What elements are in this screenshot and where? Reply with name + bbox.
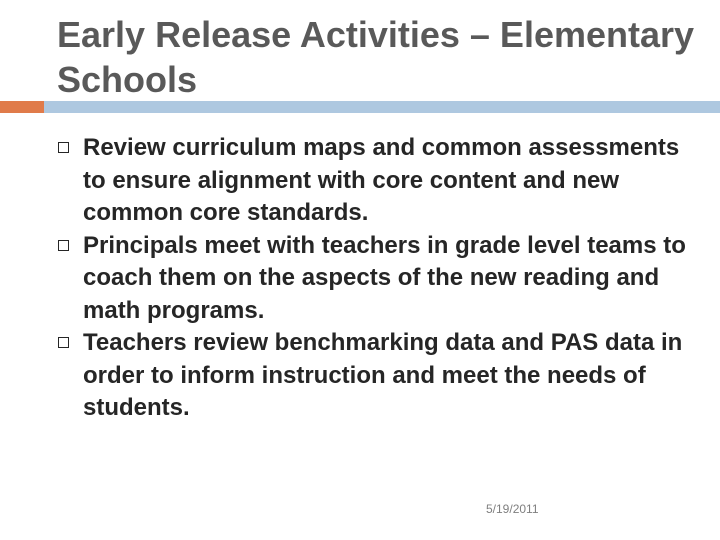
bullet-text: Principals meet with teachers in grade level teams to coach them on the aspects of the new reading and math programs. <box>83 231 686 324</box>
bullet-text: Teachers review benchmarking data and PAS data in order to inform instruction and meet the needs of students. <box>83 329 683 421</box>
bullet-list <box>58 132 698 425</box>
bullet-text: Review curriculum maps and common assessments to ensure alignment with core content and new common core standards. <box>83 134 680 226</box>
hollow-square-bullet-icon <box>58 337 69 348</box>
title-accent-bar-blue <box>44 101 720 113</box>
slide-title: Early Release Activities – Elementary Schools <box>57 14 695 100</box>
bullet-item <box>58 230 698 328</box>
title-accent-bar-orange <box>0 101 44 113</box>
bullet-item <box>58 327 698 425</box>
bullet-item <box>58 132 698 230</box>
hollow-square-bullet-icon <box>58 142 69 153</box>
slide-date: 5/19/2011 <box>486 502 539 516</box>
hollow-square-bullet-icon <box>58 240 69 251</box>
